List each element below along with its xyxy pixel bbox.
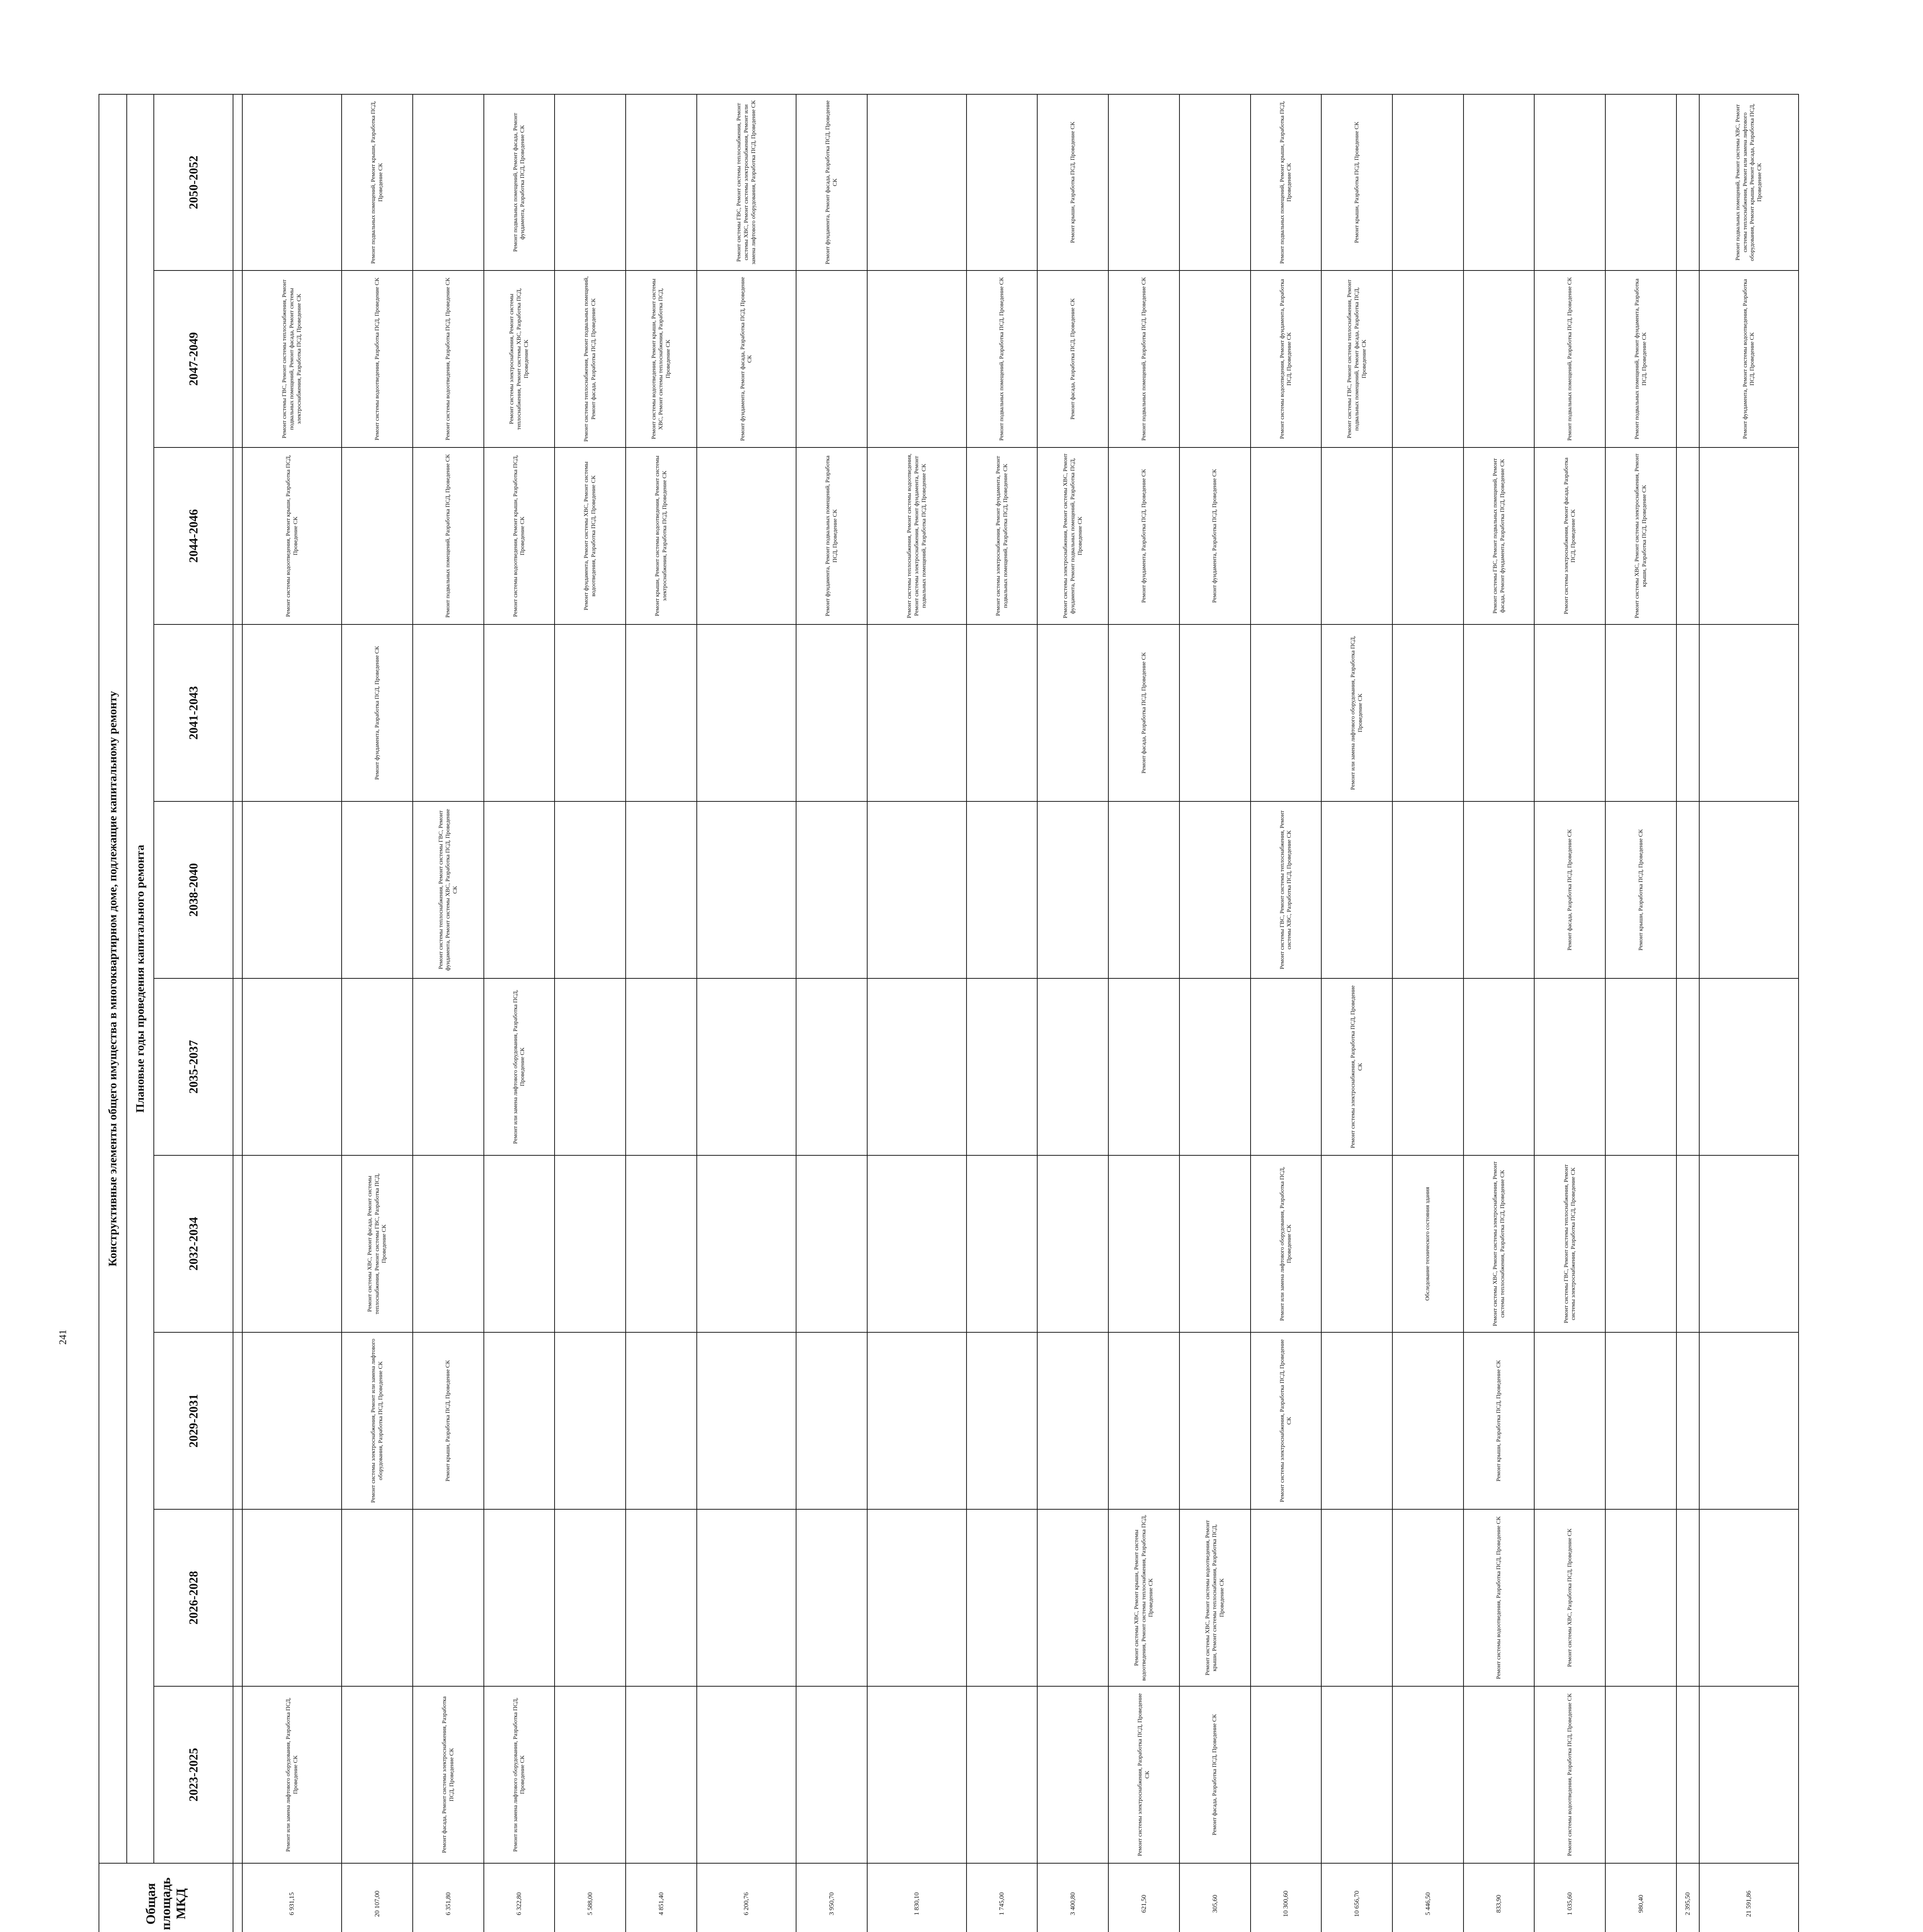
work-cell <box>484 801 555 978</box>
work-cell <box>697 801 796 978</box>
work-cell: Ремонт подвальных помещений, Разработка ПСД, Проведение СК <box>967 270 1038 447</box>
table-row <box>1605 94 1676 1932</box>
header-period-2035-2037: 2035-2037 <box>154 978 233 1155</box>
work-cell: Ремонт системы водоотведения, Разработка ПСД, Проведение СК <box>1464 1509 1535 1686</box>
work-cell <box>1037 978 1108 1155</box>
work-cell <box>1108 978 1179 1155</box>
work-cell <box>967 94 1038 270</box>
work-cell: Ремонт системы ХВС, Ремонт фасада, Ремонт системы теплоснабжения, Ремонт системы ГВС, Разработка ПСД, Проведение СК <box>342 1155 413 1332</box>
work-cell: Ремонт системы ХВС, Ремонт системы электроснабжения, Ремонт системы теплоснабжения, Разработка ПСД, Проведение СК <box>1464 1155 1535 1332</box>
row-total-area: 6 322,80 <box>484 1863 555 1932</box>
work-cell <box>1251 1686 1322 1863</box>
work-cell <box>796 270 867 447</box>
work-cell <box>242 801 342 978</box>
work-cell <box>1605 94 1676 270</box>
work-cell: Ремонт или замена лифтового оборудования, Разработка ПСД, Проведение СК <box>484 978 555 1155</box>
work-cell <box>242 1509 342 1686</box>
work-cell <box>867 1155 967 1332</box>
work-cell <box>342 801 413 978</box>
work-cell <box>1392 1686 1464 1863</box>
work-cell <box>1464 624 1535 801</box>
work-cell <box>242 94 342 270</box>
header-period-2032-2034: 2032-2034 <box>154 1155 233 1332</box>
index-cell <box>233 1686 242 1863</box>
row-total-area: 621,50 <box>1108 1863 1179 1932</box>
work-cell <box>1534 978 1605 1155</box>
work-cell: Ремонт системы ГВС, Ремонт системы теплоснабжения, Ремонт системы ХВС, Ремонт системы электроснабжения, Ремонт или замена лифтового оборудования, Разработка ПСД, Проведение СК <box>697 94 796 270</box>
work-cell: Ремонт фасада, Ремонт системы электроснабжения, Разработка ПСД, Проведение СК <box>413 1686 484 1863</box>
work-cell: Ремонт фасада, Разработка ПСД, Проведение СК <box>1037 270 1108 447</box>
table-row <box>967 94 1038 1932</box>
header-period-2023-2025: 2023-2025 <box>154 1686 233 1863</box>
work-cell <box>796 1155 867 1332</box>
work-cell: Ремонт системы ГВС, Ремонт системы теплоснабжения, Ремонт подвальных помещений, Ремонт фасада, Разработка ПСД, Проведение СК <box>1321 270 1392 447</box>
work-cell <box>867 1509 967 1686</box>
work-cell: Ремонт системы электроснабжения, Разработка ПСД, Проведение СК <box>1321 978 1392 1155</box>
work-cell <box>697 1686 796 1863</box>
work-cell <box>1037 1155 1108 1332</box>
work-cell <box>1699 624 1799 801</box>
work-cell <box>1676 624 1699 801</box>
work-cell <box>1392 270 1464 447</box>
work-cell <box>1534 94 1605 270</box>
work-cell <box>1392 978 1464 1155</box>
work-cell <box>342 1509 413 1686</box>
work-cell <box>697 1332 796 1509</box>
table-row <box>484 94 555 1932</box>
work-cell <box>796 978 867 1155</box>
work-cell <box>1605 1332 1676 1509</box>
work-cell: Ремонт подвальных помещений, Ремонт фундамента, Разработка ПСД, Проведение СК <box>1605 270 1676 447</box>
work-cell: Ремонт системы водоотведения, Ремонт фундамента, Разработка ПСД, Проведение СК <box>1251 270 1322 447</box>
work-cell: Ремонт системы электроснабжения, Разработка ПСД, Проведение СК <box>1251 1332 1322 1509</box>
work-cell <box>1179 801 1251 978</box>
work-cell <box>555 1509 626 1686</box>
work-cell: Ремонт фундамента, Ремонт фасада, Разработка ПСД, Проведение СК <box>697 270 796 447</box>
work-cell: Ремонт системы теплоснабжения, Ремонт системы водоотведения, Ремонт системы электроснабжения, Ремонт фундамента, Ремонт подвальных помещений, Разработка ПСД, Проведение СК <box>867 447 967 624</box>
work-cell <box>1464 801 1535 978</box>
row-total-area: 980,40 <box>1605 1863 1676 1932</box>
row-total-area: 1 035,60 <box>1534 1863 1605 1932</box>
work-cell: Ремонт фундамента, Разработка ПСД, Проведение СК <box>342 624 413 801</box>
work-cell <box>697 624 796 801</box>
work-cell <box>1699 1332 1799 1509</box>
index-cell <box>233 1155 242 1332</box>
table-row <box>1108 94 1179 1932</box>
work-cell: Ремонт системы водоотведения, Разработка ПСД, Проведение СК <box>342 270 413 447</box>
work-cell <box>867 270 967 447</box>
work-cell: Ремонт или замена лифтового оборудования, Разработка ПСД, Проведение СК <box>484 1686 555 1863</box>
work-cell <box>1392 1509 1464 1686</box>
table-row <box>1534 94 1605 1932</box>
work-cell: Ремонт крыши, Разработка ПСД, Проведение СК <box>1464 1332 1535 1509</box>
index-cell <box>233 270 242 447</box>
row-total-area: 10 656,70 <box>1321 1863 1392 1932</box>
table-row <box>867 94 967 1932</box>
work-cell <box>555 1155 626 1332</box>
work-cell <box>1179 270 1251 447</box>
work-cell <box>342 447 413 624</box>
work-cell: Ремонт подвальных помещений, Ремонт крыши, Разработка ПСД, Проведение СК <box>342 94 413 270</box>
work-cell: Ремонт фундамента, Ремонт фасада, Разработка ПСД, Проведение СК <box>796 94 867 270</box>
work-cell <box>242 978 342 1155</box>
index-cell <box>233 94 242 270</box>
work-cell <box>1108 1332 1179 1509</box>
header-elements-group: Конструктивные элементы общего имущества в многоквартирном доме, подлежащие капитальному ремонту <box>99 94 127 1863</box>
work-cell: Ремонт системы ГВС, Ремонт подвальных помещений, Ремонт фасада, Ремонт фундамента, Разработка ПСД, Проведение СК <box>1464 447 1535 624</box>
work-cell <box>1108 94 1179 270</box>
work-cell <box>697 978 796 1155</box>
work-cell <box>1321 447 1392 624</box>
work-cell: Ремонт системы электроснабжения, Ремонт системы теплоснабжения, Ремонт системы ХВС, Разработка ПСД, Проведение СК <box>484 270 555 447</box>
row-total-area: 833,90 <box>1464 1863 1535 1932</box>
row-total-area: 1 745,00 <box>967 1863 1038 1932</box>
work-cell: Ремонт системы водоотведения, Разработка ПСД, Проведение СК <box>1534 1686 1605 1863</box>
work-cell <box>1108 1155 1179 1332</box>
work-cell <box>1676 801 1699 978</box>
work-cell <box>1676 270 1699 447</box>
work-cell <box>1605 978 1676 1155</box>
work-cell: Ремонт фундамента, Ремонт системы ХВС, Ремонт системы водоотведения, Разработка ПСД, Проведение СК <box>555 447 626 624</box>
work-cell: Ремонт подвальных помещений, Разработка ПСД, Проведение СК <box>413 447 484 624</box>
work-cell: Ремонт фасада, Разработка ПСД, Проведение СК <box>1534 801 1605 978</box>
work-cell <box>555 1686 626 1863</box>
work-cell <box>867 94 967 270</box>
work-cell: Ремонт подвальных помещений, Ремонт крыши, Разработка ПСД, Проведение СК <box>1251 94 1322 270</box>
work-cell <box>1321 1155 1392 1332</box>
work-cell: Ремонт подвальных помещений, Ремонт системы ХВС, Ремонт системы теплоснабжения, Ремонт или замена лифтового оборудования, Ремонт крыши, Ремонт фасада, Разработка ПСД, Проведение СК <box>1699 94 1799 270</box>
work-cell <box>967 801 1038 978</box>
work-cell <box>1605 624 1676 801</box>
work-cell: Ремонт системы ХВС, Ремонт системы электроснабжения, Ремонт крыши, Разработка ПСД, Проведение СК <box>1605 447 1676 624</box>
row-total-area: 4 851,40 <box>626 1863 697 1932</box>
row-total-area: 20 107,00 <box>342 1863 413 1932</box>
table-row <box>796 94 867 1932</box>
work-cell <box>867 978 967 1155</box>
work-cell: Ремонт или замена лифтового оборудования, Разработка ПСД, Проведение СК <box>242 1686 342 1863</box>
work-cell: Ремонт системы ХВС, Ремонт системы водоотведения, Ремонт крыши, Ремонт системы теплоснабжения, Разработка ПСД, Проведение СК <box>1179 1509 1251 1686</box>
index-cell <box>233 978 242 1155</box>
index-cell <box>233 624 242 801</box>
work-cell <box>626 1155 697 1332</box>
work-cell <box>413 978 484 1155</box>
work-cell: Ремонт системы электроснабжения, Ремонт или замена лифтового оборудования, Разработка ПСД, Проведение СК <box>342 1332 413 1509</box>
work-cell <box>484 1509 555 1686</box>
header-total-area: Общая площадь МКД <box>99 1863 233 1932</box>
work-cell <box>1534 1332 1605 1509</box>
header-period-2026-2028: 2026-2028 <box>154 1509 233 1686</box>
work-cell <box>1699 801 1799 978</box>
work-cell: Ремонт крыши, Разработка ПСД, Проведение СК <box>1037 94 1108 270</box>
work-cell <box>1699 447 1799 624</box>
work-cell <box>242 624 342 801</box>
work-cell <box>1699 978 1799 1155</box>
rotated-page <box>99 96 1799 1932</box>
work-cell: Ремонт подвальных помещений, Разработка ПСД, Проведение СК <box>1108 270 1179 447</box>
work-cell <box>1464 94 1535 270</box>
work-cell <box>1676 447 1699 624</box>
work-cell <box>1251 1509 1322 1686</box>
work-cell <box>413 94 484 270</box>
header-years-group: Плановые годы проведения капитального ремонта <box>127 94 154 1863</box>
work-cell <box>867 1686 967 1863</box>
work-cell <box>555 94 626 270</box>
work-cell: Ремонт фундамента, Разработка ПСД, Проведение СК <box>1179 447 1251 624</box>
table-row <box>1321 94 1392 1932</box>
table-row <box>413 94 484 1932</box>
work-cell: Ремонт фасада, Разработка ПСД, Проведение СК <box>1179 1686 1251 1863</box>
work-cell <box>1321 1686 1392 1863</box>
row-total-area: 6 931,15 <box>242 1863 342 1932</box>
work-cell <box>967 1509 1038 1686</box>
header-period-2047-2049: 2047-2049 <box>154 270 233 447</box>
row-total-area: 5 588,00 <box>555 1863 626 1932</box>
work-cell <box>967 1686 1038 1863</box>
work-cell <box>413 1155 484 1332</box>
table-row <box>1392 94 1464 1932</box>
work-cell: Ремонт фундамента, Ремонт подвальных помещений, Разработка ПСД, Проведение СК <box>796 447 867 624</box>
work-cell <box>1321 1509 1392 1686</box>
index-cell <box>233 801 242 978</box>
work-cell: Ремонт фундамента, Ремонт системы водоотведения, Разработка ПСД, Проведение СК <box>1699 270 1799 447</box>
work-cell: Ремонт или замена лифтового оборудования, Разработка ПСД, Проведение СК <box>1321 624 1392 801</box>
work-cell <box>967 1332 1038 1509</box>
work-cell <box>796 801 867 978</box>
work-cell <box>555 801 626 978</box>
work-cell <box>555 1332 626 1509</box>
work-cell: Ремонт фасада, Разработка ПСД, Проведение СК <box>1108 624 1179 801</box>
work-cell: Ремонт системы электроснабжения, Разработка ПСД, Проведение СК <box>1108 1686 1179 1863</box>
work-cell <box>1037 1686 1108 1863</box>
work-cell <box>697 1155 796 1332</box>
work-cell <box>1392 447 1464 624</box>
row-total-area: 1 830,10 <box>867 1863 967 1932</box>
row-total-area: 3 950,70 <box>796 1863 867 1932</box>
work-cell: Ремонт крыши, Разработка ПСД, Проведение СК <box>1321 94 1392 270</box>
table-row <box>626 94 697 1932</box>
work-cell <box>1676 94 1699 270</box>
row-total-area: 21 591,86 <box>1699 1863 1799 1932</box>
work-cell: Ремонт системы ГВС, Ремонт системы теплоснабжения, Ремонт подвальных помещений, Ремонт фасада, Ремонт системы электроснабжения, Разработка ПСД, Проведение СК <box>242 270 342 447</box>
row-total-area: 305,60 <box>1179 1863 1251 1932</box>
work-cell: Ремонт системы электроснабжения, Ремонт системы ХВС, Ремонт фундамента, Ремонт подвальных помещений, Разработка ПСД, Проведение СК <box>1037 447 1108 624</box>
table-row <box>342 94 413 1932</box>
work-cell <box>1605 1509 1676 1686</box>
work-cell <box>1179 94 1251 270</box>
work-cell <box>1179 978 1251 1155</box>
work-cell <box>1676 1332 1699 1509</box>
work-cell <box>796 1509 867 1686</box>
work-cell <box>555 624 626 801</box>
work-cell <box>1605 1155 1676 1332</box>
work-cell <box>1392 801 1464 978</box>
work-cell <box>555 978 626 1155</box>
work-cell <box>1037 624 1108 801</box>
index-cell <box>233 447 242 624</box>
work-cell: Ремонт системы ХВС, Ремонт крыши, Ремонт системы водоотведения, Ремонт системы теплоснабжения, Разработка ПСД, Проведение СК <box>1108 1509 1179 1686</box>
work-cell <box>626 1509 697 1686</box>
work-cell <box>1464 978 1535 1155</box>
work-cell <box>867 624 967 801</box>
table-row <box>242 94 342 1932</box>
work-cell <box>1676 1155 1699 1332</box>
work-cell: Ремонт системы теплоснабжения, Ремонт подвальных помещений, Ремонт фасада, Разработка ПСД, Проведение СК <box>555 270 626 447</box>
work-cell <box>796 1332 867 1509</box>
table-row <box>1464 94 1535 1932</box>
work-cell <box>867 1332 967 1509</box>
work-cell <box>1464 270 1535 447</box>
work-cell <box>1699 1686 1799 1863</box>
work-cell <box>413 624 484 801</box>
work-cell <box>1179 1155 1251 1332</box>
table-row <box>1699 94 1799 1932</box>
work-cell <box>242 1332 342 1509</box>
work-cell <box>1037 801 1108 978</box>
work-cell: Ремонт системы электроснабжения, Ремонт фундамента, Ремонт подвальных помещений, Разработка ПСД, Проведение СК <box>967 447 1038 624</box>
work-cell: Ремонт подвальных помещений, Разработка ПСД, Проведение СК <box>1534 270 1605 447</box>
work-cell: Ремонт крыши, Разработка ПСД, Проведение СК <box>413 1332 484 1509</box>
work-cell <box>1392 1332 1464 1509</box>
work-cell <box>1251 978 1322 1155</box>
table-row <box>555 94 626 1932</box>
row-total-area: 6 351,80 <box>413 1863 484 1932</box>
work-cell <box>1699 1509 1799 1686</box>
work-cell <box>796 624 867 801</box>
work-cell: Ремонт системы теплоснабжения, Ремонт системы ГВС, Ремонт фундамента, Ремонт системы ХВС, Разработка ПСД, Проведение СК <box>413 801 484 978</box>
work-cell: Ремонт системы водоотведения, Разработка ПСД, Проведение СК <box>413 270 484 447</box>
header-period-2041-2043: 2041-2043 <box>154 624 233 801</box>
table-row <box>1179 94 1251 1932</box>
work-cell <box>1392 94 1464 270</box>
page-number: 241 <box>57 1330 68 1345</box>
work-cell <box>967 624 1038 801</box>
work-cell: Ремонт фундамента, Разработка ПСД, Проведение СК <box>1108 447 1179 624</box>
work-cell <box>484 1155 555 1332</box>
work-cell: Ремонт системы электроснабжения, Ремонт фасада, Разработка ПСД, Проведение СК <box>1534 447 1605 624</box>
work-cell <box>967 978 1038 1155</box>
work-cell <box>1108 801 1179 978</box>
header-period-2029-2031: 2029-2031 <box>154 1332 233 1509</box>
work-cell <box>1676 1686 1699 1863</box>
index-cell <box>233 1509 242 1686</box>
work-cell <box>1251 447 1322 624</box>
row-total-area: 3 400,80 <box>1037 1863 1108 1932</box>
work-cell <box>1321 801 1392 978</box>
work-cell <box>626 801 697 978</box>
work-cell <box>697 1509 796 1686</box>
work-cell <box>1605 1686 1676 1863</box>
work-cell <box>1037 1332 1108 1509</box>
row-total-area: 2 395,50 <box>1676 1863 1699 1932</box>
work-cell <box>1179 1332 1251 1509</box>
index-cell <box>233 1332 242 1509</box>
work-cell <box>1392 624 1464 801</box>
work-cell <box>796 1686 867 1863</box>
work-cell <box>626 978 697 1155</box>
row-total-area: 5 446,50 <box>1392 1863 1464 1932</box>
work-cell <box>1676 978 1699 1155</box>
work-cell: Ремонт крыши, Ремонт системы водоотведения, Ремонт системы электроснабжения, Разработка ПСД, Проведение СК <box>626 447 697 624</box>
work-cell <box>697 447 796 624</box>
work-cell <box>342 1686 413 1863</box>
work-cell <box>1464 1686 1535 1863</box>
work-cell <box>484 1332 555 1509</box>
header-period-2038-2040: 2038-2040 <box>154 801 233 978</box>
work-cell <box>626 1686 697 1863</box>
work-cell <box>1251 624 1322 801</box>
work-cell <box>413 1509 484 1686</box>
index-cell <box>233 1863 242 1932</box>
repair-schedule-table <box>99 94 1799 1932</box>
work-cell: Ремонт системы водоотведения, Ремонт крыши, Разработка ПСД, Проведение СК <box>242 447 342 624</box>
work-cell <box>1699 1155 1799 1332</box>
work-cell <box>967 1155 1038 1332</box>
work-cell <box>1179 624 1251 801</box>
work-cell: Ремонт или замена лифтового оборудования, Разработка ПСД, Проведение СК <box>1251 1155 1322 1332</box>
work-cell <box>1534 624 1605 801</box>
work-cell <box>242 1155 342 1332</box>
work-cell: Ремонт подвальных помещений, Ремонт фасада, Ремонт фундамента, Разработка ПСД, Проведение СК <box>484 94 555 270</box>
work-cell: Обследование технического состояния здания <box>1392 1155 1464 1332</box>
work-cell <box>626 1332 697 1509</box>
work-cell <box>867 801 967 978</box>
work-cell: Ремонт крыши, Разработка ПСД, Проведение СК <box>1605 801 1676 978</box>
work-cell <box>1321 1332 1392 1509</box>
work-cell: Ремонт системы ГВС, Ремонт системы теплоснабжения, Ремонт системы электроснабжения, Разработка ПСД, Проведение СК <box>1534 1155 1605 1332</box>
work-cell <box>342 978 413 1155</box>
table-row <box>1676 94 1699 1932</box>
work-cell: Ремонт системы водоотведения, Ремонт крыши, Разработка ПСД, Проведение СК <box>484 447 555 624</box>
work-cell <box>626 624 697 801</box>
table-row <box>1251 94 1322 1932</box>
work-cell <box>626 94 697 270</box>
work-cell: Ремонт системы ХВС, Разработка ПСД, Проведение СК <box>1534 1509 1605 1686</box>
work-cell <box>1037 1509 1108 1686</box>
row-total-area: 6 200,76 <box>697 1863 796 1932</box>
table-row <box>697 94 796 1932</box>
work-cell <box>1676 1509 1699 1686</box>
row-total-area: 10 300,60 <box>1251 1863 1322 1932</box>
work-cell: Ремонт системы водоотведения, Ремонт крыши, Ремонт системы ХВС, Ремонт системы теплоснабжения, Разработка ПСД, Проведение СК <box>626 270 697 447</box>
header-period-2050-2052: 2050-2052 <box>154 94 233 270</box>
work-cell: Ремонт системы ГВС, Ремонт системы теплоснабжения, Ремонт системы ХВС, Разработка ПСД, Проведение СК <box>1251 801 1322 978</box>
table-row <box>1037 94 1108 1932</box>
work-cell <box>484 624 555 801</box>
header-period-2044-2046: 2044-2046 <box>154 447 233 624</box>
